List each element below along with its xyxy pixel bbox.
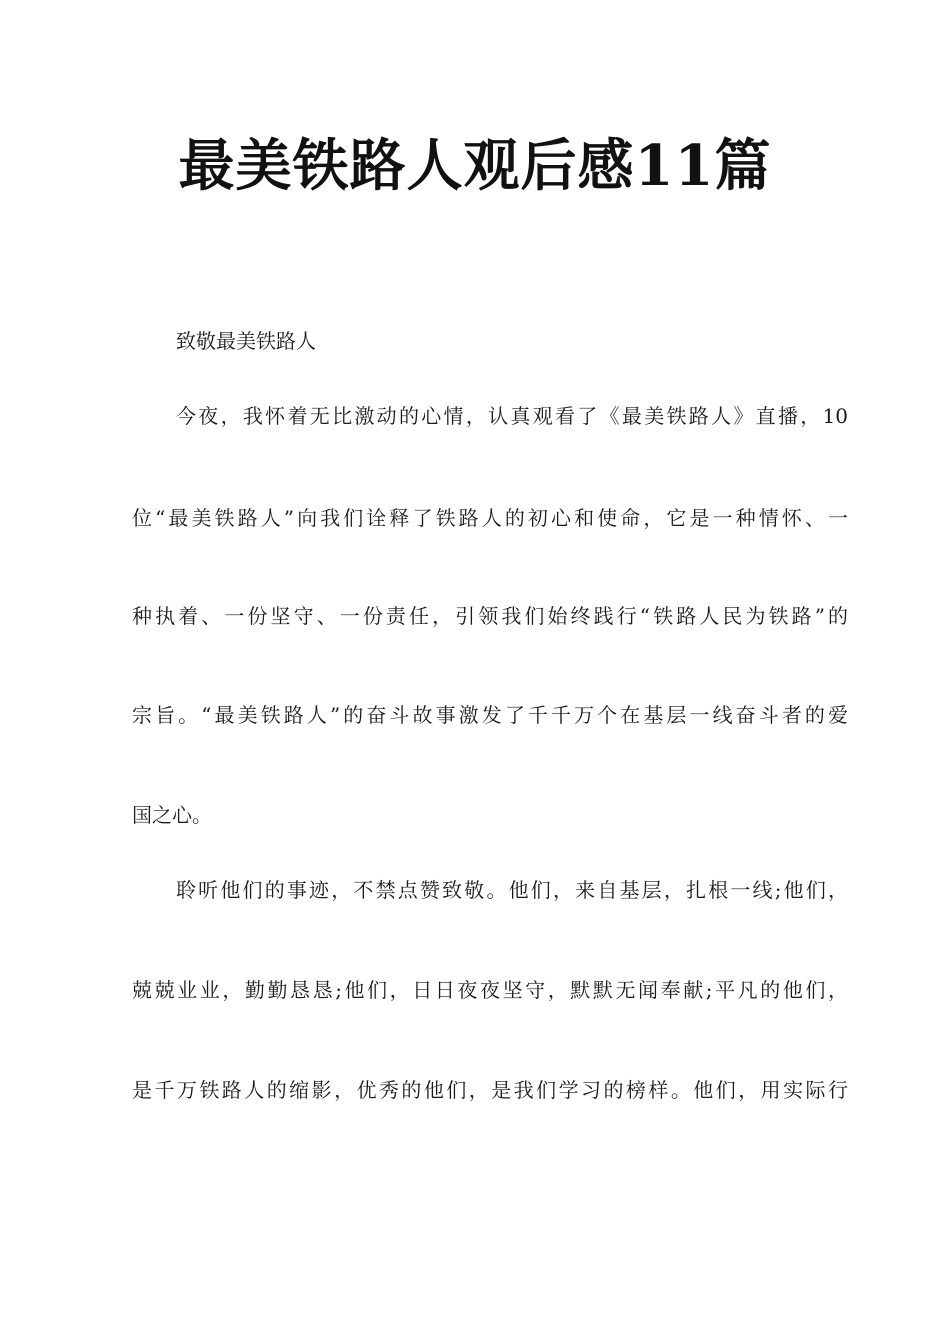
paragraph-line: 今夜，我怀着无比激动的心情，认真观看了《最美铁路人》直播，10 [176,404,848,428]
paragraph-line: 聆听他们的事迹，不禁点赞致敬。他们，来自基层，扎根一线;他们， [176,878,848,902]
paragraph-line: 宗旨。“最美铁路人”的奋斗故事激发了千千万个在基层一线奋斗者的爱 [132,703,848,727]
paragraph-line: 国之心。 [132,803,212,827]
paragraph-line: 兢兢业业，勤勤恳恳;他们，日日夜夜坚守，默默无闻奉献;平凡的他们， [132,978,848,1002]
section-heading: 致敬最美铁路人 [176,329,316,353]
paragraph-line: 位“最美铁路人”向我们诠释了铁路人的初心和使命，它是一种情怀、一 [132,506,848,530]
document-title: 最美铁路人观后感11篇 [178,133,772,199]
paragraph-line: 种执着、一份坚守、一份责任，引领我们始终践行“铁路人民为铁路”的 [132,604,848,628]
paragraph-line: 是千万铁路人的缩影，优秀的他们，是我们学习的榜样。他们，用实际行 [132,1078,848,1102]
